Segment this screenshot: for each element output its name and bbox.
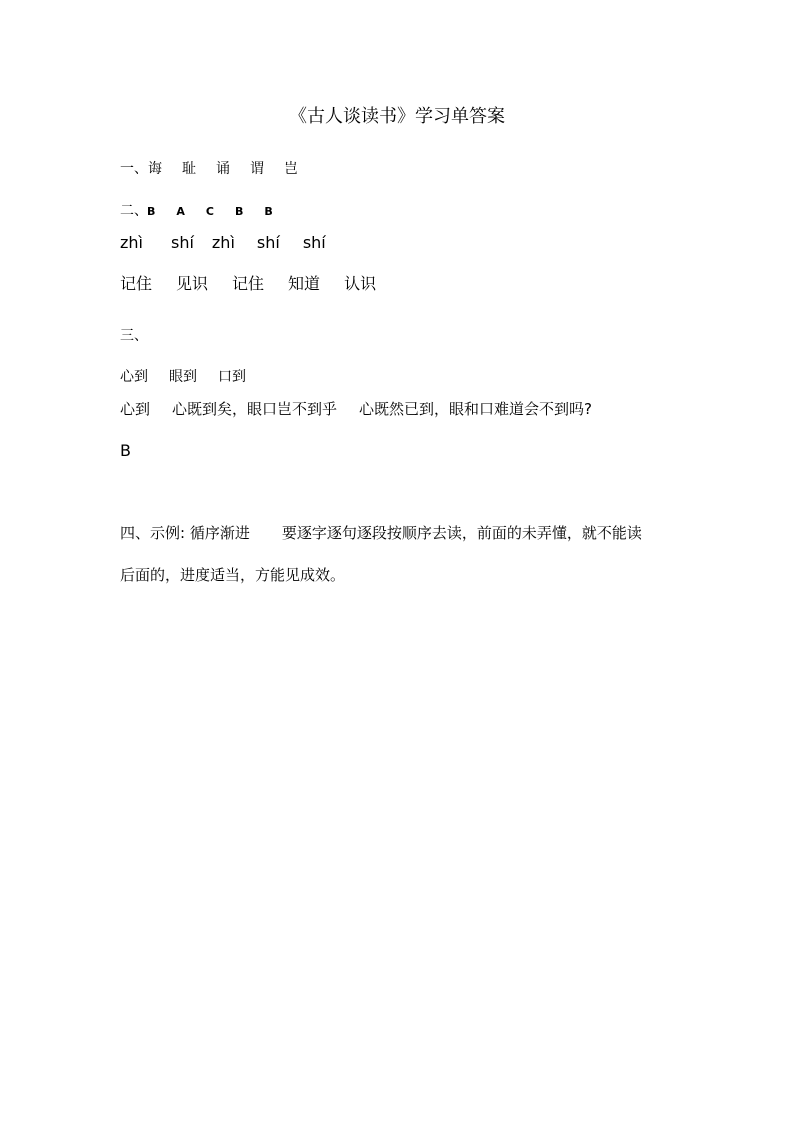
section-3-answer-row [120,402,592,417]
pinyin-item: zhì [211,233,235,252]
section-3-answer-c: 心既然已到，眼和口难道会不到吗? [359,400,592,418]
section-3-label: 三、 [120,328,148,344]
meaning-item: 知道 [288,274,321,293]
section-1-row [120,162,298,176]
section-1-item: 岂 [284,161,298,177]
section-2-letters-row [120,204,273,218]
section-4-text: 要逐字逐句逐段按顺序去读，前面的未弄懂，就不能读 [281,524,642,542]
meaning-item: 见识 [176,274,209,293]
section-1-item: 谓 [250,161,264,177]
section-3-answer-a: 心到 [120,400,151,418]
section-4-line-1 [120,526,642,541]
section-1-prefix: 一、 [120,161,148,177]
section-2-pinyin-row [120,235,326,251]
pinyin-item: zhì [120,233,143,252]
section-3-choice: B [120,441,131,460]
meaning-item: 记住 [232,274,265,293]
section-3-three-row [120,370,246,384]
three-item: 眼到 [169,369,197,385]
section-4-line-2: 后面的，进度适当，方能见成效。 [120,566,346,584]
section-1-item: 诲 [148,161,162,177]
section-2-letter: B [147,205,156,218]
section-2-prefix: 二、 [120,203,148,219]
section-2-meanings-row [120,276,376,292]
three-item: 心到 [120,369,148,385]
section-2-letter: B [264,205,273,218]
section-1-item: 耻 [182,161,196,177]
section-1-item: 诵 [216,161,230,177]
meaning-item: 记住 [120,274,153,293]
pinyin-item: shí [302,233,326,252]
three-item: 口到 [218,369,246,385]
section-3-answer-b: 心既到矣，眼口岂不到乎 [172,400,338,418]
pinyin-item: shí [256,233,280,252]
pinyin-item: shí [170,233,194,252]
section-2-letter: B [234,205,244,218]
meaning-item: 认识 [344,274,377,293]
section-4-prefix: 四、示例: 循序渐进 [120,524,250,542]
section-2-letter: C [205,205,214,218]
section-2-letter: A [176,205,185,218]
page-title: 《古人谈读书》学习单答案 [289,106,505,127]
